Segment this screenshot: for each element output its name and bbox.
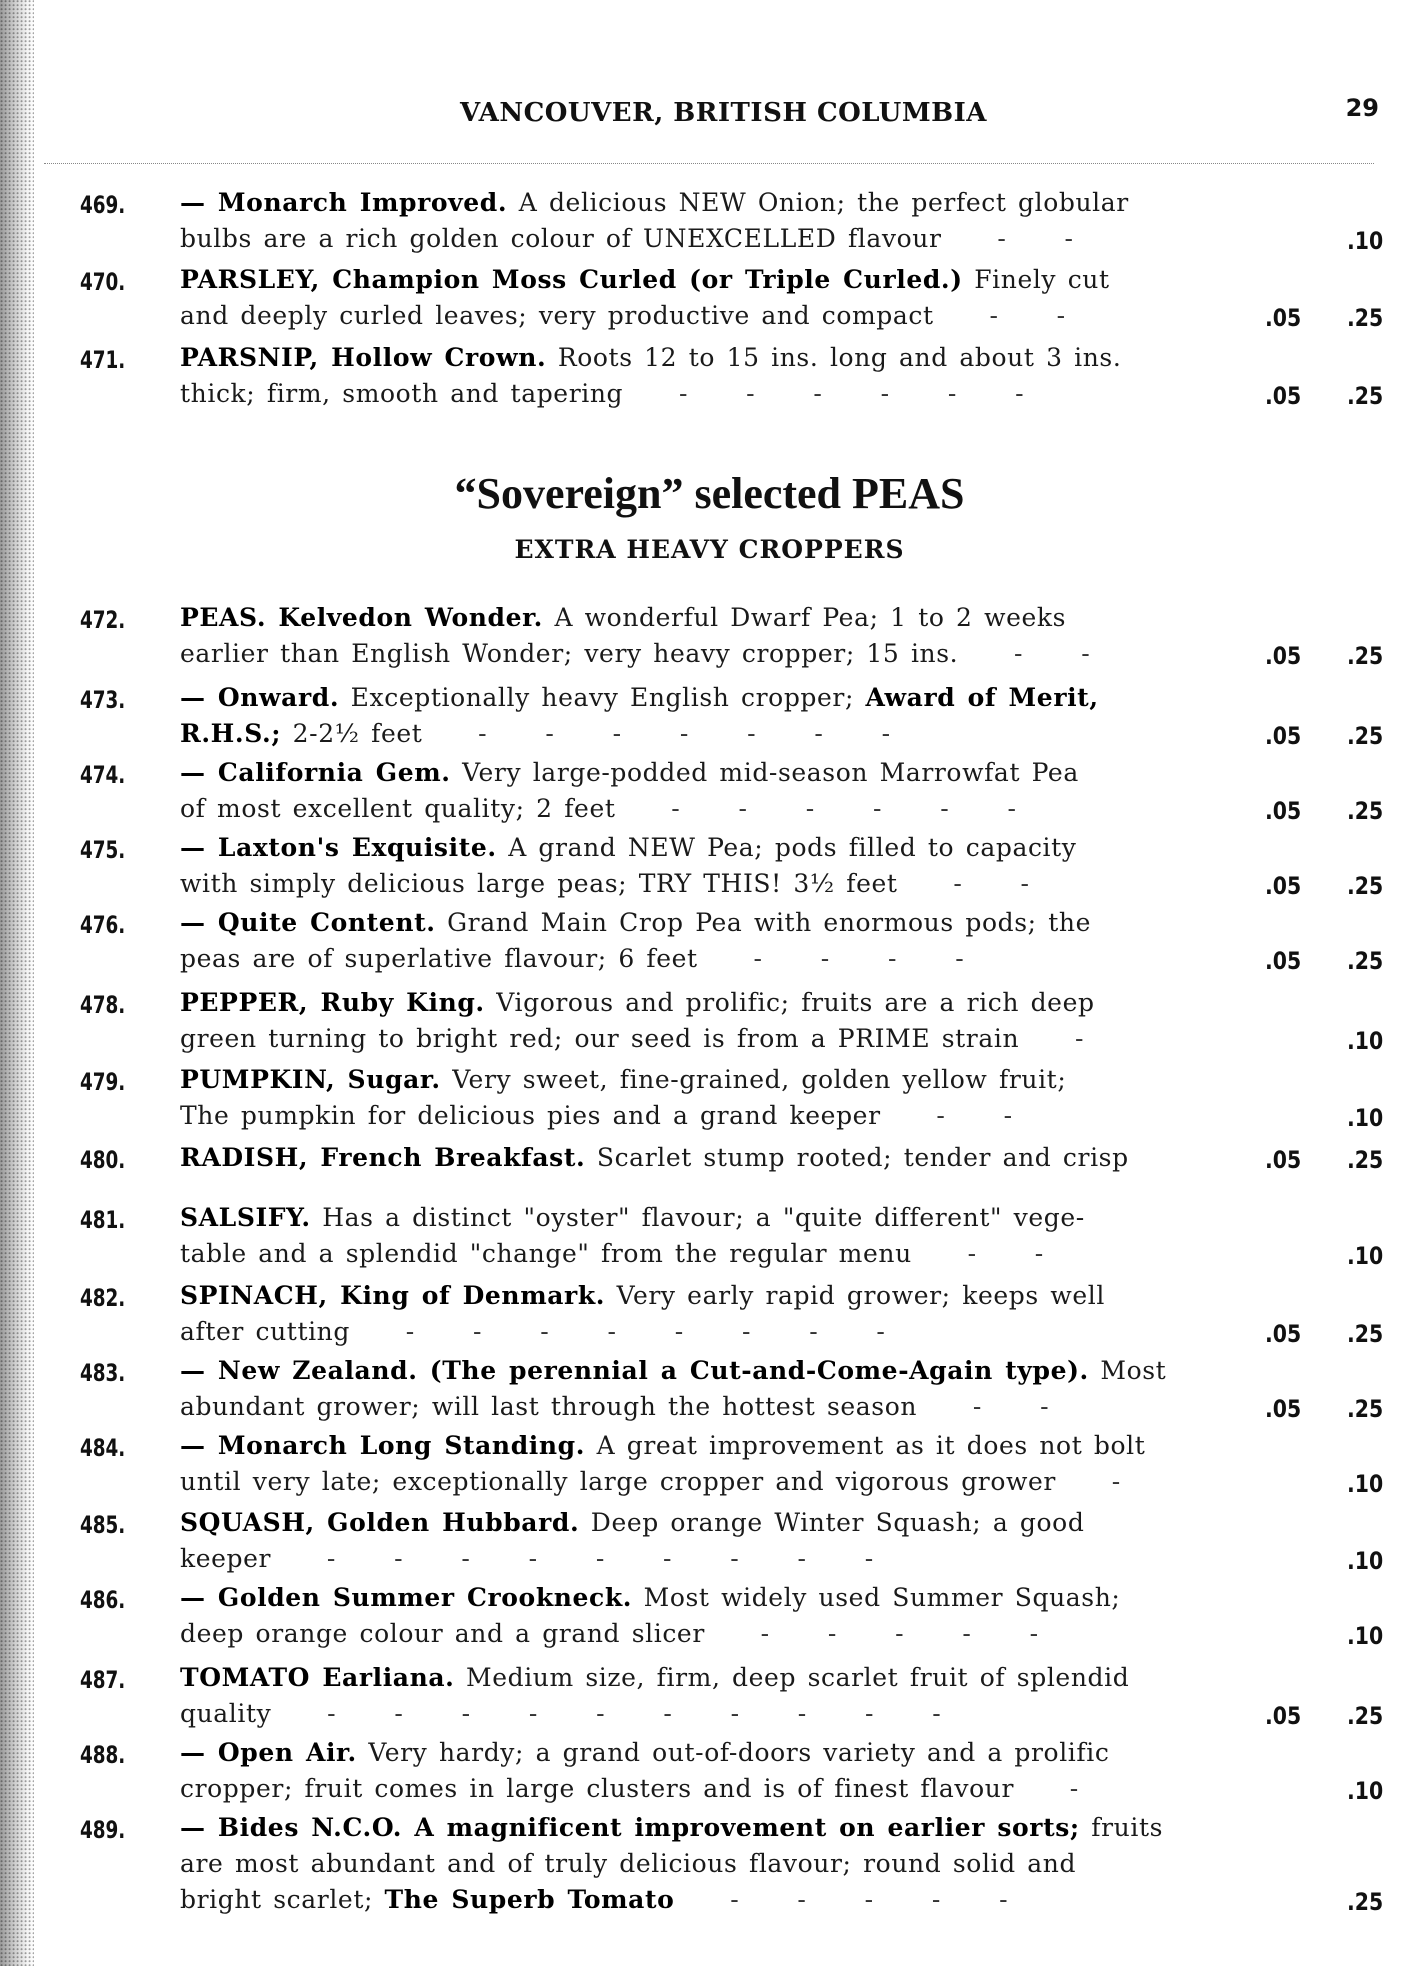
item-name: PARSNIP, Hollow Crown. [180, 343, 547, 372]
highlight-text: The Superb Tomato [384, 1885, 675, 1914]
item-name: — Laxton's Exquisite. [180, 833, 497, 862]
description-line-2 [180, 1236, 1230, 1272]
price-ounce: .10 [1347, 1622, 1384, 1650]
description-line-1 [180, 600, 1230, 636]
description-line-2 [180, 1846, 1230, 1882]
description-line-2 [180, 1696, 1230, 1732]
item-name: — California Gem. [180, 758, 451, 787]
price-packet: .05 [1265, 722, 1302, 750]
page-header [150, 94, 1385, 144]
dot-leaders: - - [941, 224, 1076, 253]
item-name: RADISH, French Breakfast. [180, 1143, 586, 1172]
price-packet: .05 [1265, 1320, 1302, 1348]
description-text: Very large-podded mid-season Marrowfat Pea [450, 758, 1079, 787]
description-text: A grand NEW Pea; pods filled to capacity [496, 833, 1077, 862]
description-line-1 [180, 1353, 1230, 1389]
description-text: Finely cut [962, 265, 1110, 294]
item-name: — Monarch Long Standing. [180, 1431, 586, 1460]
price-ounce: .25 [1347, 1395, 1384, 1423]
item-number: 472. [80, 606, 126, 634]
item-number: 480. [80, 1146, 126, 1174]
price-packet: .05 [1265, 382, 1302, 410]
description-text: of most excellent quality; 2 feet [180, 794, 616, 823]
description-text: keeper [180, 1544, 272, 1573]
description-line-1 [180, 1580, 1230, 1616]
description-text: A wonderful Dwarf Pea; 1 to 2 weeks [542, 603, 1067, 632]
section-title: “Sovereign” selected PEAS [454, 469, 965, 518]
dot-leaders: - - [880, 1101, 1016, 1130]
price-ounce: .10 [1347, 1242, 1384, 1270]
item-name: SPINACH, King of Denmark. [180, 1281, 606, 1310]
item-name: PEAS. Kelvedon Wonder. [180, 603, 543, 632]
dot-leaders: - - [933, 301, 1069, 330]
description-text: Most widely used Summer Squash; [632, 1583, 1121, 1612]
description-line-2 [180, 791, 1230, 827]
item-name: PEPPER, Ruby King. [180, 988, 485, 1017]
description-line-3 [180, 1882, 1230, 1918]
item-description [180, 1200, 1230, 1272]
description-line-1 [180, 1505, 1230, 1541]
price-ounce: .25 [1347, 1888, 1384, 1916]
dot-leaders: - [1019, 1024, 1087, 1053]
description-line-1 [180, 905, 1230, 941]
item-description [180, 340, 1230, 412]
dot-leaders: - - - - - - - - [350, 1317, 888, 1346]
description-text: A delicious NEW Onion; the perfect globular [507, 188, 1129, 217]
page-number: 29 [1345, 94, 1379, 122]
description-text: 2-2½ feet [281, 719, 423, 748]
price-ounce: .25 [1347, 722, 1384, 750]
item-description [180, 985, 1230, 1057]
description-text: Scarlet stump rooted; tender and crisp [585, 1143, 1129, 1172]
description-text: Most [1088, 1356, 1167, 1385]
description-text: Grand Main Crop Pea with enormous pods; the [435, 908, 1091, 937]
description-line-1 [180, 1428, 1230, 1464]
description-text: Very hardy; a grand out-of-doors variety and a prolific [356, 1738, 1110, 1767]
price-ounce: .25 [1347, 1320, 1384, 1348]
item-description [180, 262, 1230, 334]
description-text: fruits [1079, 1813, 1164, 1842]
dot-leaders: - [1055, 1467, 1124, 1496]
item-description [180, 1660, 1230, 1732]
description-line-1 [180, 1140, 1230, 1176]
description-text: are most abundant and of truly delicious flavour; round solid and [180, 1849, 1077, 1878]
price-ounce: .25 [1347, 797, 1384, 825]
description-text: earlier than English Wonder; very heavy cropper; 15 ins. [180, 639, 959, 668]
item-number: 479. [80, 1068, 126, 1096]
item-name: — Quite Content. [180, 908, 436, 937]
price-ounce: .25 [1347, 872, 1384, 900]
price-ounce: .10 [1347, 1027, 1384, 1055]
running-title: VANCOUVER, BRITISH COLUMBIA [460, 98, 987, 128]
description-line-1 [180, 1735, 1230, 1771]
section-subtitle: EXTRA HEAVY CROPPERS [514, 535, 905, 564]
item-number: 489. [80, 1816, 126, 1844]
item-description [180, 185, 1230, 257]
description-text: Medium size, firm, deep scarlet fruit of splendid [454, 1663, 1130, 1692]
item-description [180, 905, 1230, 977]
item-number: 483. [80, 1359, 126, 1387]
dot-leaders: - - [911, 1239, 1047, 1268]
dot-leaders: - - [958, 639, 1093, 668]
description-line-2 [180, 1021, 1230, 1057]
item-description [180, 755, 1230, 827]
description-line-2 [180, 866, 1230, 902]
price-ounce: .10 [1347, 1470, 1384, 1498]
description-text: Has a distinct "oyster" flavour; a "quite different" vege- [310, 1203, 1085, 1232]
description-line-2 [180, 716, 1230, 752]
item-number: 473. [80, 686, 126, 714]
description-line-1 [180, 830, 1230, 866]
description-text: until very late; exceptionally large cropper and vigorous grower [180, 1467, 1056, 1496]
item-number: 482. [80, 1284, 126, 1312]
description-line-2 [180, 1389, 1230, 1425]
description-line-2 [180, 1314, 1230, 1350]
description-line-1 [180, 340, 1230, 376]
item-name: SQUASH, Golden Hubbard. [180, 1508, 580, 1537]
item-number: 478. [80, 991, 126, 1019]
award-text: Award of Merit, [865, 683, 1099, 712]
description-line-1 [180, 680, 1230, 716]
description-text: deep orange colour and a grand slicer [180, 1619, 705, 1648]
dot-leaders: - - - - - - - [422, 719, 894, 748]
description-text: peas are of superlative flavour; 6 feet [180, 944, 698, 973]
price-packet: .05 [1265, 1702, 1302, 1730]
price-packet: .05 [1265, 872, 1302, 900]
price-ounce: .10 [1347, 1104, 1384, 1132]
description-text: A great improvement as it does not bolt [585, 1431, 1146, 1460]
description-text: The pumpkin for delicious pies and a grand keeper [180, 1101, 881, 1130]
item-number: 484. [80, 1434, 126, 1462]
price-ounce: .25 [1347, 642, 1384, 670]
dot-leaders: - [1014, 1774, 1082, 1803]
item-name: PARSLEY, Champion Moss Curled (or Triple Curled.) [180, 265, 963, 294]
description-line-2 [180, 1771, 1230, 1807]
description-line-1 [180, 262, 1230, 298]
dot-leaders: - - [897, 869, 1032, 898]
item-number: 488. [80, 1741, 126, 1769]
description-text: Roots 12 to 15 ins. long and about 3 ins. [546, 343, 1122, 372]
item-description [180, 600, 1230, 672]
item-number: 486. [80, 1586, 126, 1614]
price-ounce: .25 [1347, 382, 1384, 410]
description-line-1 [180, 755, 1230, 791]
price-packet: .05 [1265, 642, 1302, 670]
dot-leaders: - - - - - - - - - [271, 1544, 877, 1573]
description-line-2 [180, 298, 1230, 334]
description-text: Very sweet, fine-grained, golden yellow fruit; [440, 1065, 1067, 1094]
description-line-2 [180, 1098, 1230, 1134]
price-ounce: .25 [1347, 947, 1384, 975]
description-line-2 [180, 941, 1230, 977]
item-name: — Open Air. [180, 1738, 357, 1767]
item-name: SALSIFY. [180, 1203, 311, 1232]
dot-leaders: - - - - - - - - - - [271, 1699, 944, 1728]
header-rule [44, 163, 1374, 164]
price-ounce: .10 [1347, 227, 1384, 255]
description-text: thick; firm, smooth and tapering [180, 379, 624, 408]
description-text: and deeply curled leaves; very productive and compact [180, 301, 934, 330]
description-line-1 [180, 1200, 1230, 1236]
price-packet: .05 [1265, 797, 1302, 825]
item-description [180, 1062, 1230, 1134]
item-number: 471. [80, 346, 126, 374]
item-description [180, 680, 1230, 752]
dot-leaders: - - - - [697, 944, 967, 973]
price-packet: .05 [1265, 1146, 1302, 1174]
item-name: PUMPKIN, Sugar. [180, 1065, 441, 1094]
item-description [180, 1810, 1230, 1918]
description-line-1 [180, 185, 1230, 221]
description-line-1 [180, 1278, 1230, 1314]
description-line-1 [180, 985, 1230, 1021]
description-line-1 [180, 1810, 1230, 1846]
description-text: Exceptionally heavy English cropper; [339, 683, 866, 712]
scan-binding-shadow [0, 0, 34, 1966]
item-description [180, 1140, 1230, 1176]
item-description [180, 1428, 1230, 1500]
description-line-2 [180, 1541, 1230, 1577]
description-text: Very early rapid grower; keeps well [605, 1281, 1105, 1310]
description-line-2 [180, 636, 1230, 672]
price-ounce: .10 [1347, 1777, 1384, 1805]
item-number: 481. [80, 1206, 126, 1234]
item-number: 476. [80, 911, 126, 939]
price-packet: .05 [1265, 304, 1302, 332]
description-text: with simply delicious large peas; TRY THIS! 3½ feet [180, 869, 898, 898]
item-description [180, 830, 1230, 902]
item-name: — Golden Summer Crookneck. [180, 1583, 633, 1612]
description-line-1 [180, 1062, 1230, 1098]
price-ounce: .25 [1347, 1702, 1384, 1730]
item-name: — New Zealand. (The perennial a Cut-and-Come-Again type). [180, 1356, 1089, 1385]
description-text: table and a splendid "change" from the regular menu [180, 1239, 912, 1268]
description-text: quality [180, 1699, 272, 1728]
item-description [180, 1580, 1230, 1652]
dot-leaders: - - - - - [704, 1619, 1042, 1648]
description-text: green turning to bright red; our seed is from a PRIME strain [180, 1024, 1020, 1053]
item-number: 474. [80, 761, 126, 789]
description-line-1 [180, 1660, 1230, 1696]
item-name: — Monarch Improved. [180, 188, 508, 217]
description-text: cropper; fruit comes in large clusters and is of finest flavour [180, 1774, 1015, 1803]
item-number: 485. [80, 1511, 126, 1539]
price-packet: .05 [1265, 1395, 1302, 1423]
description-text: bulbs are a rich golden colour of UNEXCELLED flavour [180, 224, 942, 253]
item-description [180, 1353, 1230, 1425]
description-line-2 [180, 1616, 1230, 1652]
description-text: after cutting [180, 1317, 350, 1346]
item-name: TOMATO Earliana. [180, 1663, 455, 1692]
item-description [180, 1735, 1230, 1807]
dot-leaders: - - - - - - [615, 794, 1019, 823]
description-line-2 [180, 1464, 1230, 1500]
description-line-2 [180, 221, 1230, 257]
item-description [180, 1278, 1230, 1350]
item-number: 475. [80, 836, 126, 864]
dot-leaders: - - - - - - [623, 379, 1027, 408]
price-ounce: .25 [1347, 1146, 1384, 1174]
price-ounce: .25 [1347, 304, 1384, 332]
description-line-2 [180, 376, 1230, 412]
item-name: — Onward. [180, 683, 340, 712]
description-text: Deep orange Winter Squash; a good [579, 1508, 1085, 1537]
dot-leaders: - - - - - [674, 1885, 1011, 1914]
item-number: 470. [80, 268, 126, 296]
award-text: R.H.S.; [180, 719, 282, 748]
description-text: bright scarlet; [180, 1885, 385, 1914]
dot-leaders: - - [917, 1392, 1052, 1421]
item-number: 487. [80, 1666, 126, 1694]
price-packet: .05 [1265, 947, 1302, 975]
description-text: abundant grower; will last through the hottest season [180, 1392, 918, 1421]
price-ounce: .10 [1347, 1547, 1384, 1575]
item-description [180, 1505, 1230, 1577]
item-number: 469. [80, 191, 126, 219]
item-name: — Bides N.C.O. A magnificent improvement on earlier sorts; [180, 1813, 1080, 1842]
description-text: Vigorous and prolific; fruits are a rich deep [484, 988, 1095, 1017]
